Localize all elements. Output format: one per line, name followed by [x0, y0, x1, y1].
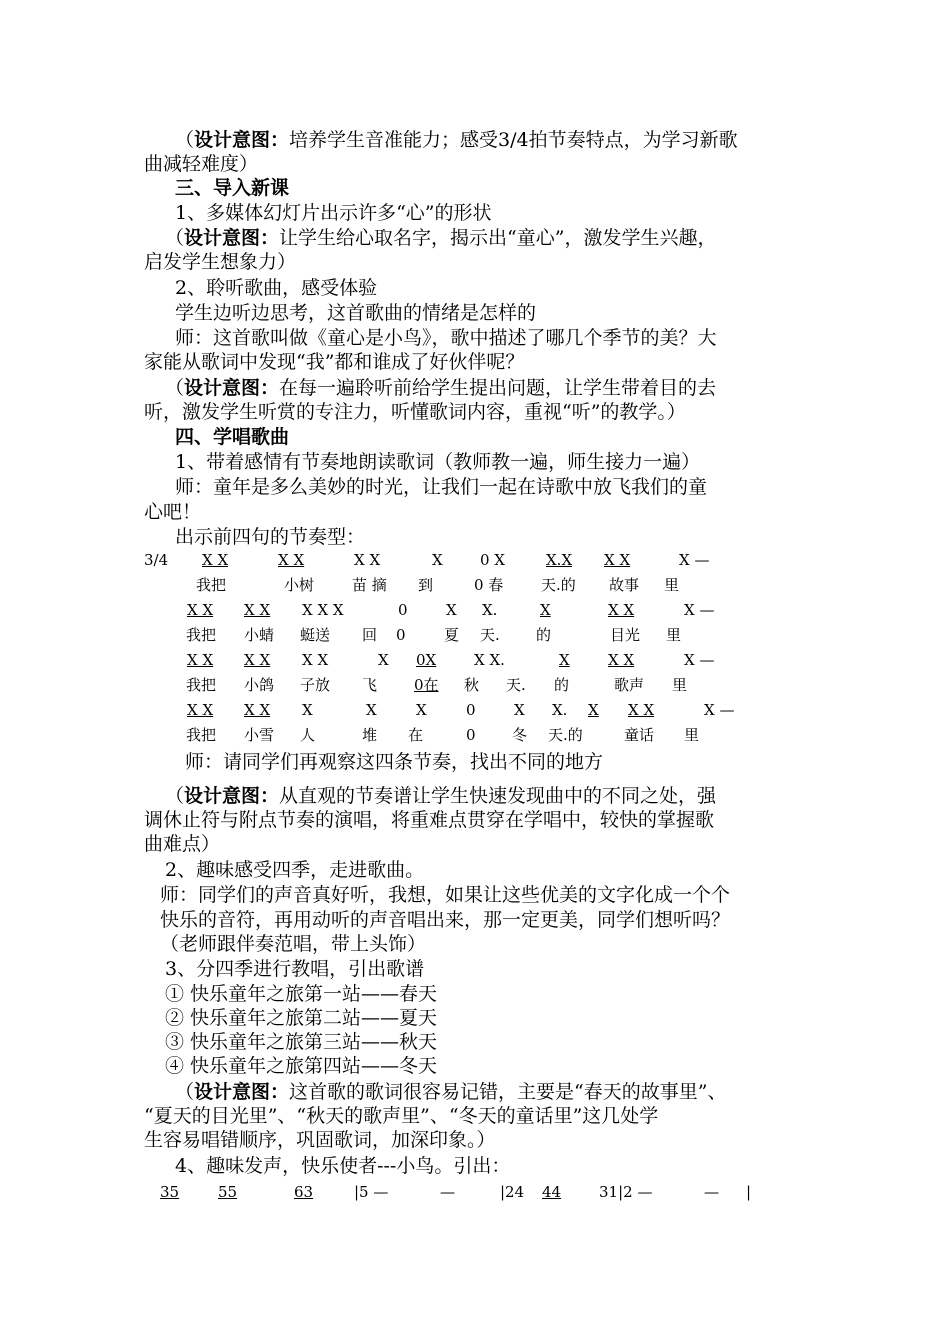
rhythm-token: X. — [482, 601, 498, 619]
lyric-token: 飞 — [362, 676, 378, 694]
rhythm-token: X X — [302, 651, 329, 669]
lyric-token: 天. — [506, 676, 526, 694]
lyric-token: 目光 — [610, 626, 641, 644]
note-token: |5 — — [354, 1183, 389, 1201]
task-2-a: 师：同学们的声音真好听，我想，如果让这些优美的文字化成一个个 — [160, 884, 731, 906]
rhythm-token: X X — [354, 551, 381, 569]
heading-4: 四、学唱歌曲 — [175, 426, 290, 448]
design-intent-5-cont-1: “夏天的目光里”、“秋天的歌声里”、“冬天的童话里”这几处学 — [144, 1105, 659, 1127]
note-token: 55 — [218, 1183, 238, 1201]
lyric-token: 小雪 — [244, 726, 275, 744]
season-4: ④ 快乐童年之旅第四站——冬天 — [165, 1055, 438, 1077]
lyric-token: 小鸽 — [244, 676, 275, 694]
rhythm-token: X X — [278, 551, 305, 569]
design-intent-4-cont-1: 调休止符与附点节奏的演唱，将重难点贯穿在学唱中，较快的掌握歌 — [144, 809, 715, 831]
design-intent-2: （设计意图：让学生给心取名字，揭示出“童心”，激发学生兴趣， — [165, 227, 717, 249]
season-1: ① 快乐童年之旅第一站——春天 — [165, 983, 438, 1005]
rhythm-token: X X — [608, 651, 635, 669]
lyric-token: 我把 — [196, 576, 227, 594]
lyric-token: 童话 — [624, 726, 655, 744]
lyric-token: 子放 — [300, 676, 331, 694]
lyric-token: 里 — [684, 726, 700, 744]
note-token: 35 — [160, 1183, 180, 1201]
task-3: 3、分四季进行教唱，引出歌谱 — [165, 958, 425, 980]
note-token: — — [704, 1183, 719, 1201]
rhythm-token: X — [416, 701, 427, 719]
step-2-b: 师：这首歌叫做《童心是小鸟》，歌中描述了哪几个季节的美？大 — [175, 327, 717, 349]
rhythm-token: 0 X — [480, 551, 505, 569]
lyric-token: 我把 — [186, 726, 217, 744]
rhythm-token: X X — [628, 701, 655, 719]
rhythm-token: 0 — [466, 701, 476, 719]
design-intent-2-cont: 启发学生想象力） — [144, 251, 297, 273]
lyric-token: 0在 — [414, 676, 439, 694]
design-intent-1-cont: 曲减轻难度） — [144, 153, 259, 175]
lyric-token: 回 — [362, 626, 378, 644]
lyric-token: 0 — [466, 726, 476, 744]
lyric-token: 天. — [480, 626, 500, 644]
rhythm-token: X X X — [302, 601, 344, 619]
task-4: 4、趣味发声，快乐使者---小鸟。引出： — [175, 1155, 511, 1177]
task-2: 2、趣味感受四季，走进歌曲。 — [165, 859, 425, 881]
lyric-token: 天.的 — [541, 576, 576, 594]
lyric-token: 0 — [396, 626, 406, 644]
task-1-b: 出示前四句的节奏型： — [175, 526, 366, 548]
rhythm-token: X — [432, 551, 443, 569]
design-intent-3-cont: 听，激发学生听赏的专注力，听懂歌词内容，重视“听”的教学。） — [144, 401, 686, 423]
lyric-token: 冬 — [512, 726, 528, 744]
lyric-token: 到 — [418, 576, 434, 594]
lyric-token: 苗 摘 — [352, 576, 387, 594]
lyric-token: 里 — [672, 676, 688, 694]
rhythm-token: X. — [552, 701, 568, 719]
design-intent-5: （设计意图：这首歌的歌词很容易记错，主要是“春天的故事里”、 — [175, 1081, 727, 1103]
task-1-a: 师：童年是多么美妙的时光，让我们一起在诗歌中放飞我们的童 — [175, 476, 708, 498]
heading-3: 三、导入新课 — [175, 177, 290, 199]
season-2: ② 快乐童年之旅第二站——夏天 — [165, 1007, 438, 1029]
rhythm-token: X — [559, 651, 570, 669]
task-1: 1、带着感情有节奏地朗读歌词（教师教一遍，师生接力一遍） — [175, 451, 701, 473]
rhythm-token: X — [366, 701, 377, 719]
rhythm-token: X X — [244, 701, 271, 719]
note-token: | — [746, 1183, 752, 1201]
lyric-token: 小蜻 — [244, 626, 275, 644]
rhythm-token: 0X — [416, 651, 437, 669]
lyric-token: 故事 — [609, 576, 640, 594]
rhythm-token: X X — [202, 551, 229, 569]
step-2: 2、聆听歌曲，感受体验 — [175, 277, 378, 299]
task-1-a-cont: 心吧！ — [144, 501, 202, 523]
note-token: |24 — [500, 1183, 525, 1201]
lyric-token: 秋 — [464, 676, 480, 694]
lyric-token: 小树 — [284, 576, 315, 594]
design-intent-5-cont-2: 生容易唱错顺序，巩固歌词，加深印象。） — [144, 1129, 496, 1151]
task-2-a-cont-2: （老师跟伴奏范唱，带上头饰） — [160, 933, 427, 955]
lyric-token: 堆 — [362, 726, 378, 744]
task-2-a-cont-1: 快乐的音符，再用动听的声音唱出来，那一定更美，同学们想听吗？ — [160, 909, 731, 931]
rhythm-token: X — [302, 701, 313, 719]
note-token: 63 — [294, 1183, 314, 1201]
lyric-token: 的 — [536, 626, 552, 644]
design-intent-4-cont-2: 曲难点） — [144, 833, 221, 855]
rhythm-token: X — [514, 701, 525, 719]
note-token: 31|2 — — [599, 1183, 653, 1201]
rhythm-token: X — — [684, 601, 715, 619]
lyric-token: 歌声 — [614, 676, 645, 694]
rhythm-token: X — [378, 651, 389, 669]
rhythm-token: X X — [187, 701, 214, 719]
rhythm-token: X X — [244, 651, 271, 669]
rhythm-token: X.X — [546, 551, 573, 569]
rhythm-token: X X — [244, 601, 271, 619]
step-2-b-cont: 家能从歌词中发现“我”都和谁成了好伙伴呢？ — [144, 351, 525, 373]
lyric-token: 我把 — [186, 626, 217, 644]
rhythm-token: X — — [684, 651, 715, 669]
lyric-token: 的 — [554, 676, 570, 694]
rhythm-token: X — [588, 701, 599, 719]
step-2-a: 学生边听边思考，这首歌曲的情绪是怎样的 — [175, 302, 537, 324]
design-intent-1: （设计意图：培养学生音准能力；感受3/4拍节奏特点，为学习新歌 — [175, 129, 738, 151]
meter-label: 3/4 — [144, 551, 169, 569]
rhythm-token: X — — [679, 551, 710, 569]
rhythm-token: X — [446, 601, 457, 619]
lyric-token: 夏 — [444, 626, 460, 644]
lyric-token: 里 — [664, 576, 680, 594]
design-intent-4: （设计意图：从直观的节奏谱让学生快速发现曲中的不同之处，强 — [165, 785, 717, 807]
rhythm-token: X X — [187, 601, 214, 619]
lyric-token: 天.的 — [548, 726, 583, 744]
lyric-token: 我把 — [186, 676, 217, 694]
lyric-token: 人 — [300, 726, 316, 744]
rhythm-token: 0 — [398, 601, 408, 619]
lyric-token: 0 春 — [474, 576, 504, 594]
step-1: 1、多媒体幻灯片出示许多“心”的形状 — [175, 202, 492, 224]
rhythm-token: X — [540, 601, 551, 619]
rhythm-token: X X — [187, 651, 214, 669]
note-token: — — [440, 1183, 455, 1201]
note-token: 44 — [542, 1183, 562, 1201]
rhythm-token: X X — [608, 601, 635, 619]
lyric-token: 里 — [666, 626, 682, 644]
rhythm-token: X — — [704, 701, 735, 719]
lyric-token: 蜓送 — [300, 626, 331, 644]
rhythm-token: X X. — [474, 651, 505, 669]
lyric-token: 在 — [408, 726, 424, 744]
design-intent-3: （设计意图：在每一遍聆听前给学生提出问题，让学生带着目的去 — [165, 377, 717, 399]
rhythm-token: X X — [604, 551, 631, 569]
season-3: ③ 快乐童年之旅第三站——秋天 — [165, 1031, 438, 1053]
task-1-c: 师：请同学们再观察这四条节奏，找出不同的地方 — [185, 751, 604, 773]
